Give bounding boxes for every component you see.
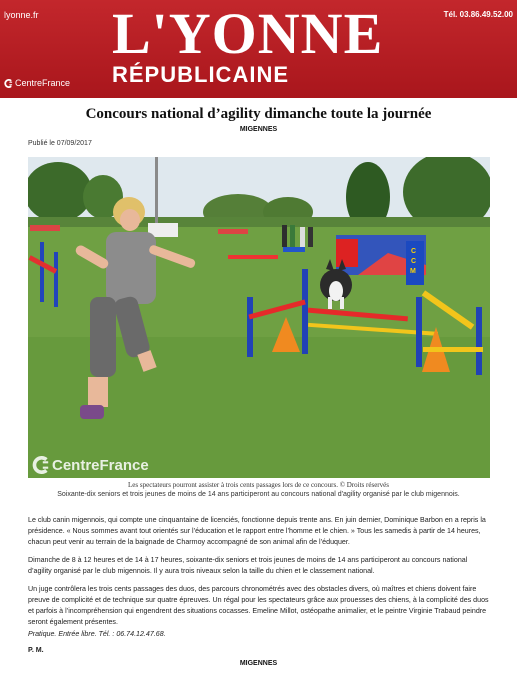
centrefrance-icon — [4, 79, 13, 88]
newspaper-title: L'YONNE — [112, 1, 384, 66]
article-headline: Concours national d’agility dimanche toute la journée — [85, 106, 432, 122]
author-signature: P. M. — [28, 646, 44, 654]
site-url[interactable]: lyonne.fr — [4, 10, 39, 20]
article-paragraph: Dimanche de 8 à 12 heures et de 14 à 17 heures, soixante-dix seniors et trois jeunes de moins de 14 ans participeront au concours national d’agility organisé par le club migennois. Il y aura trois niveaux selon la taille du chien et le classement national. — [28, 556, 468, 575]
svg-text:M: M — [410, 268, 416, 275]
newspaper-subtitle: RÉPUBLICAINE — [112, 62, 290, 87]
centrefrance-watermark-icon — [32, 456, 50, 474]
newspaper-masthead — [0, 0, 517, 98]
photo-watermark-text: CentreFrance — [52, 456, 149, 474]
publication-date: Publié le 07/09/2017 — [28, 140, 92, 147]
svg-text:C: C — [411, 258, 417, 265]
svg-text:C: C — [411, 248, 417, 255]
practical-info: Pratique. Entrée libre. Tél. : 06.74.12.47.68. — [28, 630, 166, 638]
article-kicker: MIGENNES — [239, 126, 278, 133]
phone-number: Tél. 03.86.49.52.00 — [443, 10, 513, 19]
article-paragraph: Un juge contrôlera les trois cents passages des duos, des parcours chronométrés avec des obstacles divers, où maîtres et chiens doivent faire preuve de complicité et de technique sur quatre épreuves. Un régal pour les spectateurs grâce aux prouesses des chiens, à la complicité des duos et parfois à l’incompréhension qui engendrent des situations cocasses. Emeline Millot, ostéopathe animalier, et le peintre Virginie Trabaud peindre seront également présentes. — [28, 585, 489, 626]
photo-caption: Les spectateurs pourront assister à trois cents passages lors de ce concours. © Droits réservés — [128, 481, 389, 489]
photo-subcaption: Soixante-dix seniors et trois jeunes de moins de 14 ans participeront au concours national d'agility organisé par le club migennois. — [57, 491, 460, 498]
article-photo — [28, 157, 490, 478]
agility-scene-image — [28, 157, 490, 478]
footer-location: MIGENNES — [239, 660, 278, 667]
centrefrance-logo — [4, 78, 70, 88]
article-paragraph: Le club canin migennois, qui compte une cinquantaine de licenciés, fonctionne depuis trente ans. En juin dernier, Dominique Barbon en a repris la présidence. « Nous sommes avant tout orientés sur l’éducation et le rapport entre l’homme et le chien. » Tous les samedis à partir de 14 heures, chacun peut venir au terrain de la baignade de Charmoy accompagné de son animal afin de l’éduquer. — [28, 516, 486, 546]
photo-watermark — [32, 456, 149, 474]
centrefrance-label: CentreFrance — [15, 78, 71, 88]
